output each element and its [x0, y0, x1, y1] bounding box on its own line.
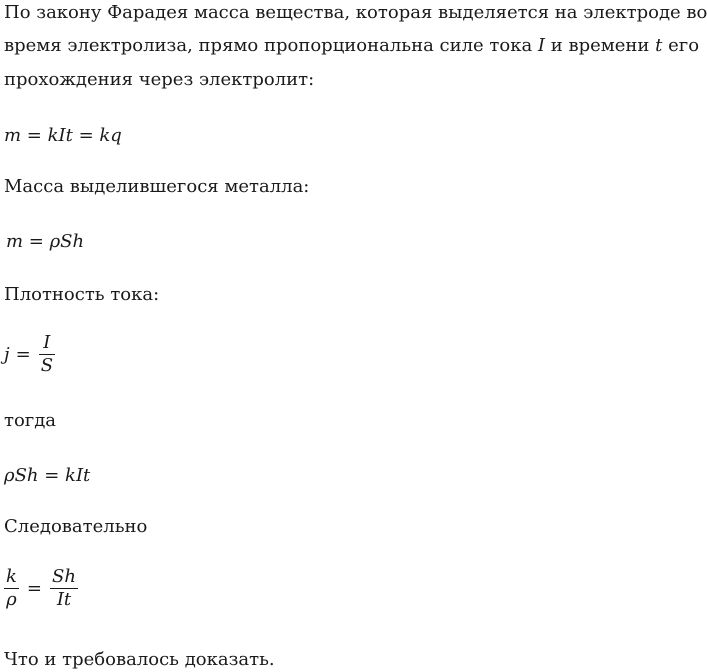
paragraph-current-density: Плотность тока: [4, 284, 160, 305]
equation-mass-density: m = ρSh [6, 231, 85, 252]
paragraph-intro-line3: прохождения через электролит: [4, 69, 315, 90]
eq5-right-numerator: Sh [52, 566, 76, 587]
eq3-denominator: S [40, 355, 54, 376]
eq5-left-numerator: k [6, 566, 17, 587]
eq3-lhs: j [4, 344, 10, 365]
eq3-numerator: I [43, 332, 51, 353]
paragraph-mass-metal: Масса выделившегося металла: [4, 176, 310, 197]
paragraph-consequently: Следовательно [4, 516, 148, 537]
intro-line2-part-c: его [662, 35, 700, 56]
eq5-left-fraction [4, 566, 19, 611]
paragraph-then: тогда [4, 410, 57, 431]
intro-line2-part-b: и времени [545, 35, 656, 56]
paragraph-conclusion: Что и требовалось доказать. [4, 649, 275, 670]
eq5-right-denominator: It [56, 589, 72, 610]
eq5-right-fraction [50, 566, 78, 611]
equation-faraday: m = kIt = kq [4, 125, 122, 146]
eq3-fraction [39, 332, 55, 377]
paragraph-intro-line1: По закону Фарадея масса вещества, которая выделяется на электроде во [4, 2, 707, 23]
eq3-op: = [15, 344, 31, 365]
eq5-op: = [26, 578, 43, 599]
symbol-time: t [655, 35, 663, 56]
equation-current-density [4, 332, 57, 377]
equation-ratio [2, 566, 80, 611]
equation-equality: ρSh = kIt [4, 465, 91, 486]
symbol-current: I [537, 35, 546, 56]
paragraph-intro-line2 [4, 37, 699, 55]
intro-line2-part-a: время электролиза, прямо пропорциональна силе тока [4, 35, 538, 56]
eq5-left-denominator: ρ [6, 589, 17, 610]
